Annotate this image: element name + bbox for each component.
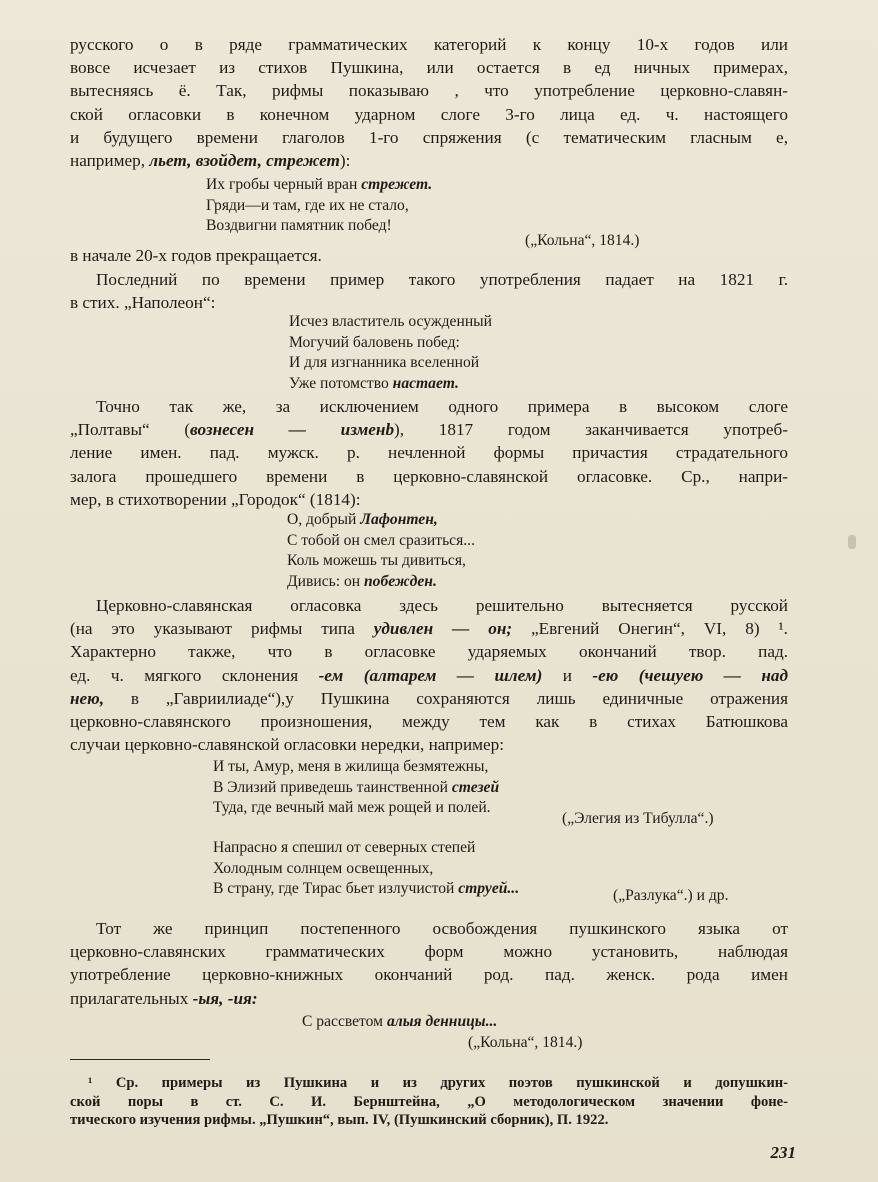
text-line: нею, в „Гавриилиаде“),у Пушкина сохраняются лишь единичные отражения [70,688,788,708]
verse-line: И ты, Амур, меня в жилища безмятежны, [213,758,489,775]
example-words: льет, взойдет, стрежет [149,151,340,171]
verse-quote-1 [206,175,432,237]
verse-quote-5 [213,838,519,900]
verse-line: С рассветом алыя денницы... [302,1013,498,1030]
verse-source: („Кольна“, 1814.) [468,1034,583,1051]
verse-line: Коль можешь ты дивиться, [287,552,466,570]
text-line: случаи церковно-славянской огласовки нередки, например: [70,735,505,755]
verse-line: Дивись: он побежден. [287,572,437,590]
verse-line: Холодным солнцем освещенных, [213,859,434,877]
footnote-line: ¹ Ср. примеры из Пушкина и из других поэтов пушкинской и допушкин- [88,1075,788,1091]
verse-line: Воздвигни памятник побед! [206,217,392,235]
text-line: мер, в стихотворении „Городок“ (1814): [70,489,361,509]
verse-source: („Кольна“, 1814.) [525,232,640,249]
verse-line: Их гробы черный вран стрежет. [206,176,433,193]
text-line: Тот же принцип постепенного освобождения пушкинского языка от [96,919,788,938]
text-line: и будущего времени глаголов 1-го спряжения (с тематическим гласным е, [70,127,788,147]
verse-quote-6 [302,1012,497,1033]
verse-quote-4 [213,757,499,819]
verse-line: И для изгнанника вселенной [289,354,480,372]
text-line: в начале 20-х годов прекращается. [70,246,322,265]
footnote-line: ской поры в ст. С. И. Бернштейна, „О методологическом значении фоне- [70,1093,788,1110]
verse-quote-3 [287,510,475,592]
verse-line: О, добрый Лафонтен, [287,511,438,528]
text-line: употребление церковно-книжных окончаний род. пад. женск. рода имен [70,965,788,985]
text-line: вытесняясь ё. Так, рифмы показываю , что употребление церковно-славян- [70,81,788,101]
text-line: Точно так же, за исключением одного примера в высоком слоге [96,397,788,416]
paragraph-4 [70,395,788,511]
paper-blemish [848,535,856,549]
verse-line: Исчез властитель осужденный [289,313,492,330]
text-line: Последний по времени пример такого употребления падает на 1821 г. [96,270,788,289]
text-line: ление имен. пад. мужск. р. нечленной формы причастия страдательного [70,443,788,463]
page-number: 231 [770,1143,796,1162]
verse-line: Уже потомство настает. [289,374,459,392]
text-line: в стих. „Наполеон“: [70,293,216,313]
verse-quote-2 [289,312,492,394]
verse-line: В Элизий приведешь таинственной стезей [213,778,500,796]
text-line: Церковно-славянская огласовка здесь решительно вытесняется русской [96,596,788,615]
text-line: ской огласовки в конечном ударном слоге 3-го лица ед. ч. настоящего [70,104,788,124]
verse-line: Могучий баловень побед: [289,333,460,351]
text-line: церковно-славянских грамматических форм можно установить, наблюдая [70,942,788,962]
verse-line: С тобой он смел сразиться... [287,531,475,549]
paragraph-5 [70,594,788,756]
text-line: (на это указывают рифмы типа удивлен — он; „Евгений Онегин“, VI, 8) ¹. [70,619,788,639]
text-line: „Полтавы“ (вознесен — изменb), 1817 годом заканчивается употреб- [70,420,788,440]
verse-line: Напрасно я спешил от северных степей [213,839,476,856]
footnote-rule [70,1059,210,1060]
footnote-line: тического изучения рифмы. „Пушкин“, вып. IV, (Пушкинский сборник), П. 1922. [70,1112,609,1129]
text-line: прилагательных -ыя, -ия: [70,988,258,1008]
verse-line: Гряди—и там, где их не стало, [206,196,409,214]
text-line: церковно-славянского произношения, между тем как в стихах Батюшкова [70,712,788,732]
text-line: Характерно также, что в огласовке ударяемых окончаний твор. пад. [70,642,788,662]
text-line: русского о в ряде грамматических категорий к концу 10-х годов или [70,35,788,54]
text-line: залога прошедшего времени в церковно-славянской огласовке. Ср., напри- [70,466,788,486]
paragraph-3 [70,268,788,314]
footnote [70,1074,788,1130]
verse-source: („Элегия из Тибулла“.) [562,810,714,827]
text-line: вовсе исчезает из стихов Пушкина, или остается в ед ничных примерах, [70,58,788,78]
text-line: например, льет, взойдет, стрежет): [70,151,351,171]
paragraph-1 [70,33,788,172]
verse-source: („Разлука“.) и др. [613,887,729,904]
verse-line: Туда, где вечный май меж рощей и полей. [213,799,491,817]
paragraph-2 [70,244,788,267]
paragraph-6 [70,917,788,1010]
verse-line: В страну, где Тирас бьет излучистой струей... [213,880,520,898]
text-line: ед. ч. мягкого склонения -ем (алтарем — шлем) и -ею (чешуею — над [70,665,788,685]
